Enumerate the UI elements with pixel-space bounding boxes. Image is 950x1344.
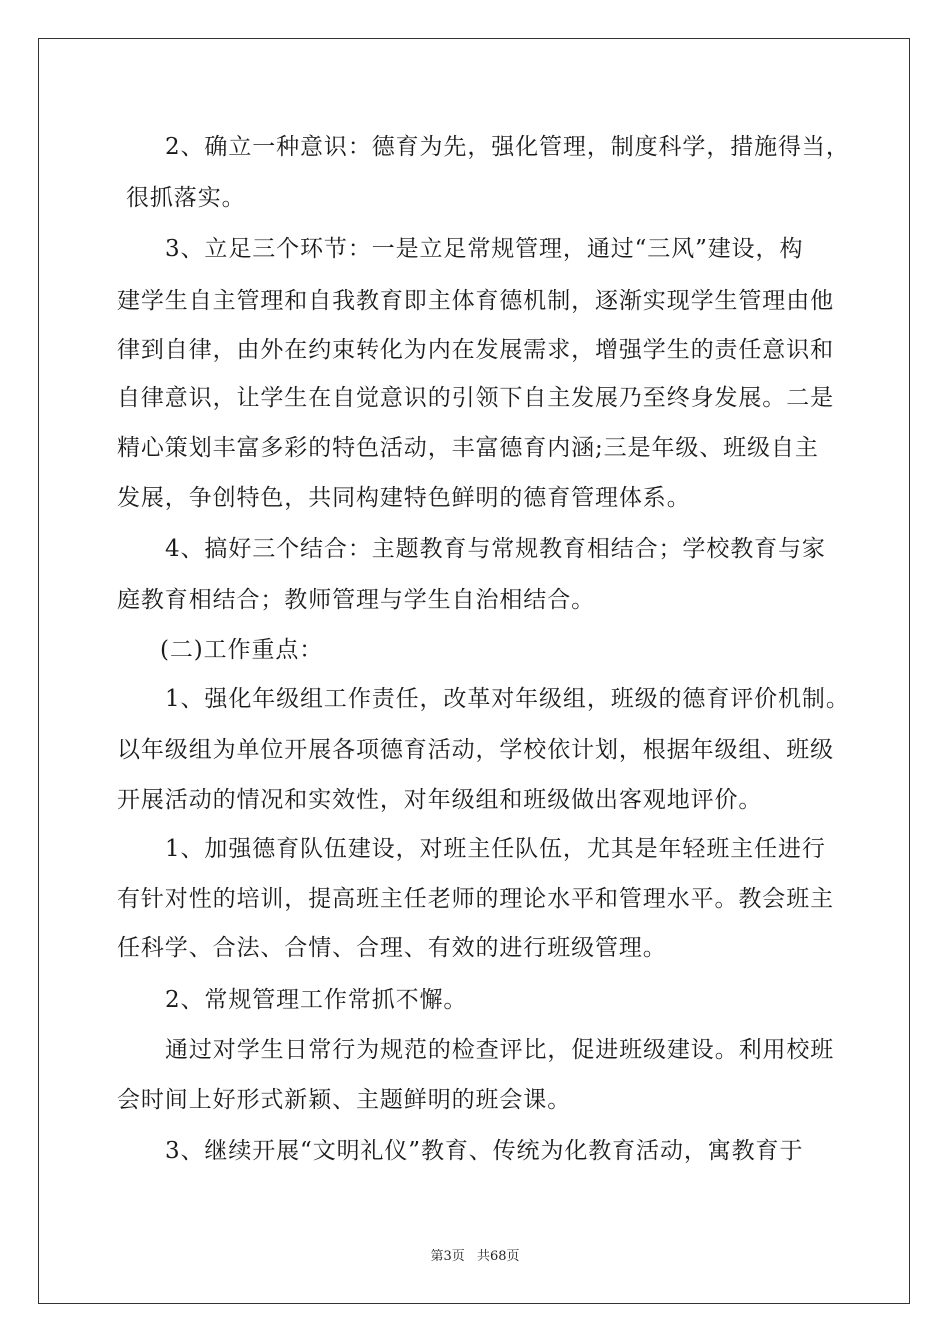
text-line: 律到自律，由外在约束转化为内在发展需求，增强学生的责任意识和 [117, 337, 834, 363]
text-line: 庭教育相结合；教师管理与学生自治相结合。 [117, 587, 595, 613]
text-line: 任科学、合法、合情、合理、有效的进行班级管理。 [117, 935, 667, 961]
page-number: 第3页 [430, 1249, 465, 1264]
text-line: 会时间上好形式新颖、主题鲜明的班会课。 [117, 1087, 572, 1113]
text-line: 2、确立一种意识：德育为先，强化管理，制度科学，措施得当， [165, 134, 850, 160]
text-line: 发展，争创特色，共同构建特色鲜明的德育管理体系。 [117, 485, 691, 511]
text-line: 1、加强德育队伍建设，对班主任队伍，尤其是年轻班主任进行 [165, 836, 826, 862]
text-line: 3、继续开展“文明礼仪”教育、传统为化教育活动，寓教育于 [165, 1138, 804, 1164]
text-line: 很抓落实。 [126, 185, 246, 211]
section-heading: (二)工作重点： [160, 637, 324, 663]
text-line: 精心策划丰富多彩的特色活动，丰富德育内涵;三是年级、班级自主 [117, 435, 819, 461]
page-total: 共68页 [476, 1249, 520, 1264]
text-line: 有针对性的培训，提高班主任老师的理论水平和管理水平。教会班主 [117, 886, 834, 912]
text-line: 自律意识，让学生在自觉意识的引领下自主发展乃至终身发展。二是 [117, 385, 834, 411]
text-line: 以年级组为单位开展各项德育活动，学校依计划，根据年级组、班级 [117, 737, 834, 763]
text-line: 4、搞好三个结合：主题教育与常规教育相结合；学校教育与家 [165, 536, 826, 562]
text-line: 开展活动的情况和实效性，对年级组和班级做出客观地评价。 [117, 787, 763, 813]
text-line: 1、强化年级组工作责任，改革对年级组，班级的德育评价机制。 [165, 686, 850, 712]
page-footer [0, 1248, 950, 1266]
text-line: 通过对学生日常行为规范的检查评比，促进班级建设。利用校班 [165, 1037, 835, 1063]
text-line: 2、常规管理工作常抓不懈。 [165, 987, 468, 1013]
text-line: 建学生自主管理和自我教育即主体育德机制，逐渐实现学生管理由他 [117, 288, 834, 314]
text-line: 3、立足三个环节：一是立足常规管理，通过“三风”建设，构 [165, 236, 804, 262]
